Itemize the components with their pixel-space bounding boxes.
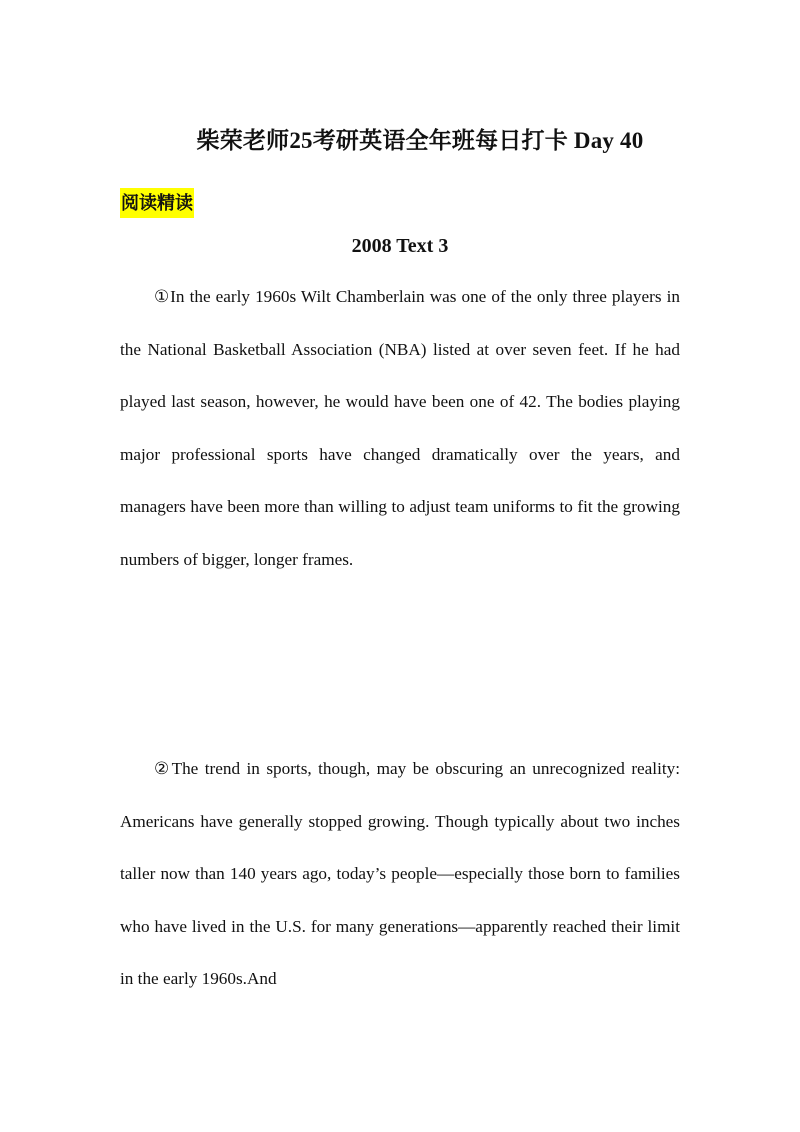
document-title: 柴荣老师25考研英语全年班每日打卡 Day 40 xyxy=(196,128,644,153)
text-heading: 2008 Text 3 xyxy=(351,235,449,257)
section-label-highlighted: 阅读精读 xyxy=(120,188,194,218)
paragraph-1: ①In the early 1960s Wilt Chamberlain was one of the only three players in the National Basketball Association (NBA) listed at over seven feet. If he had played last season, however, he would have been one of 42. The bodies playing major professional sports have changed dramatically over the years, and managers have been more than willing to adjust team uniforms to fit the growing numbers of bigger, longer frames. xyxy=(120,287,680,569)
paragraph-2: ②The trend in sports, though, may be obscuring an unrecognized reality: Americans have generally stopped growing. Though typically about two inches taller now than 140 years ago, today’s people—especially those born to families who have lived in the U.S. for many generations—apparently reached their limit in the early 1960s.And xyxy=(120,759,680,989)
